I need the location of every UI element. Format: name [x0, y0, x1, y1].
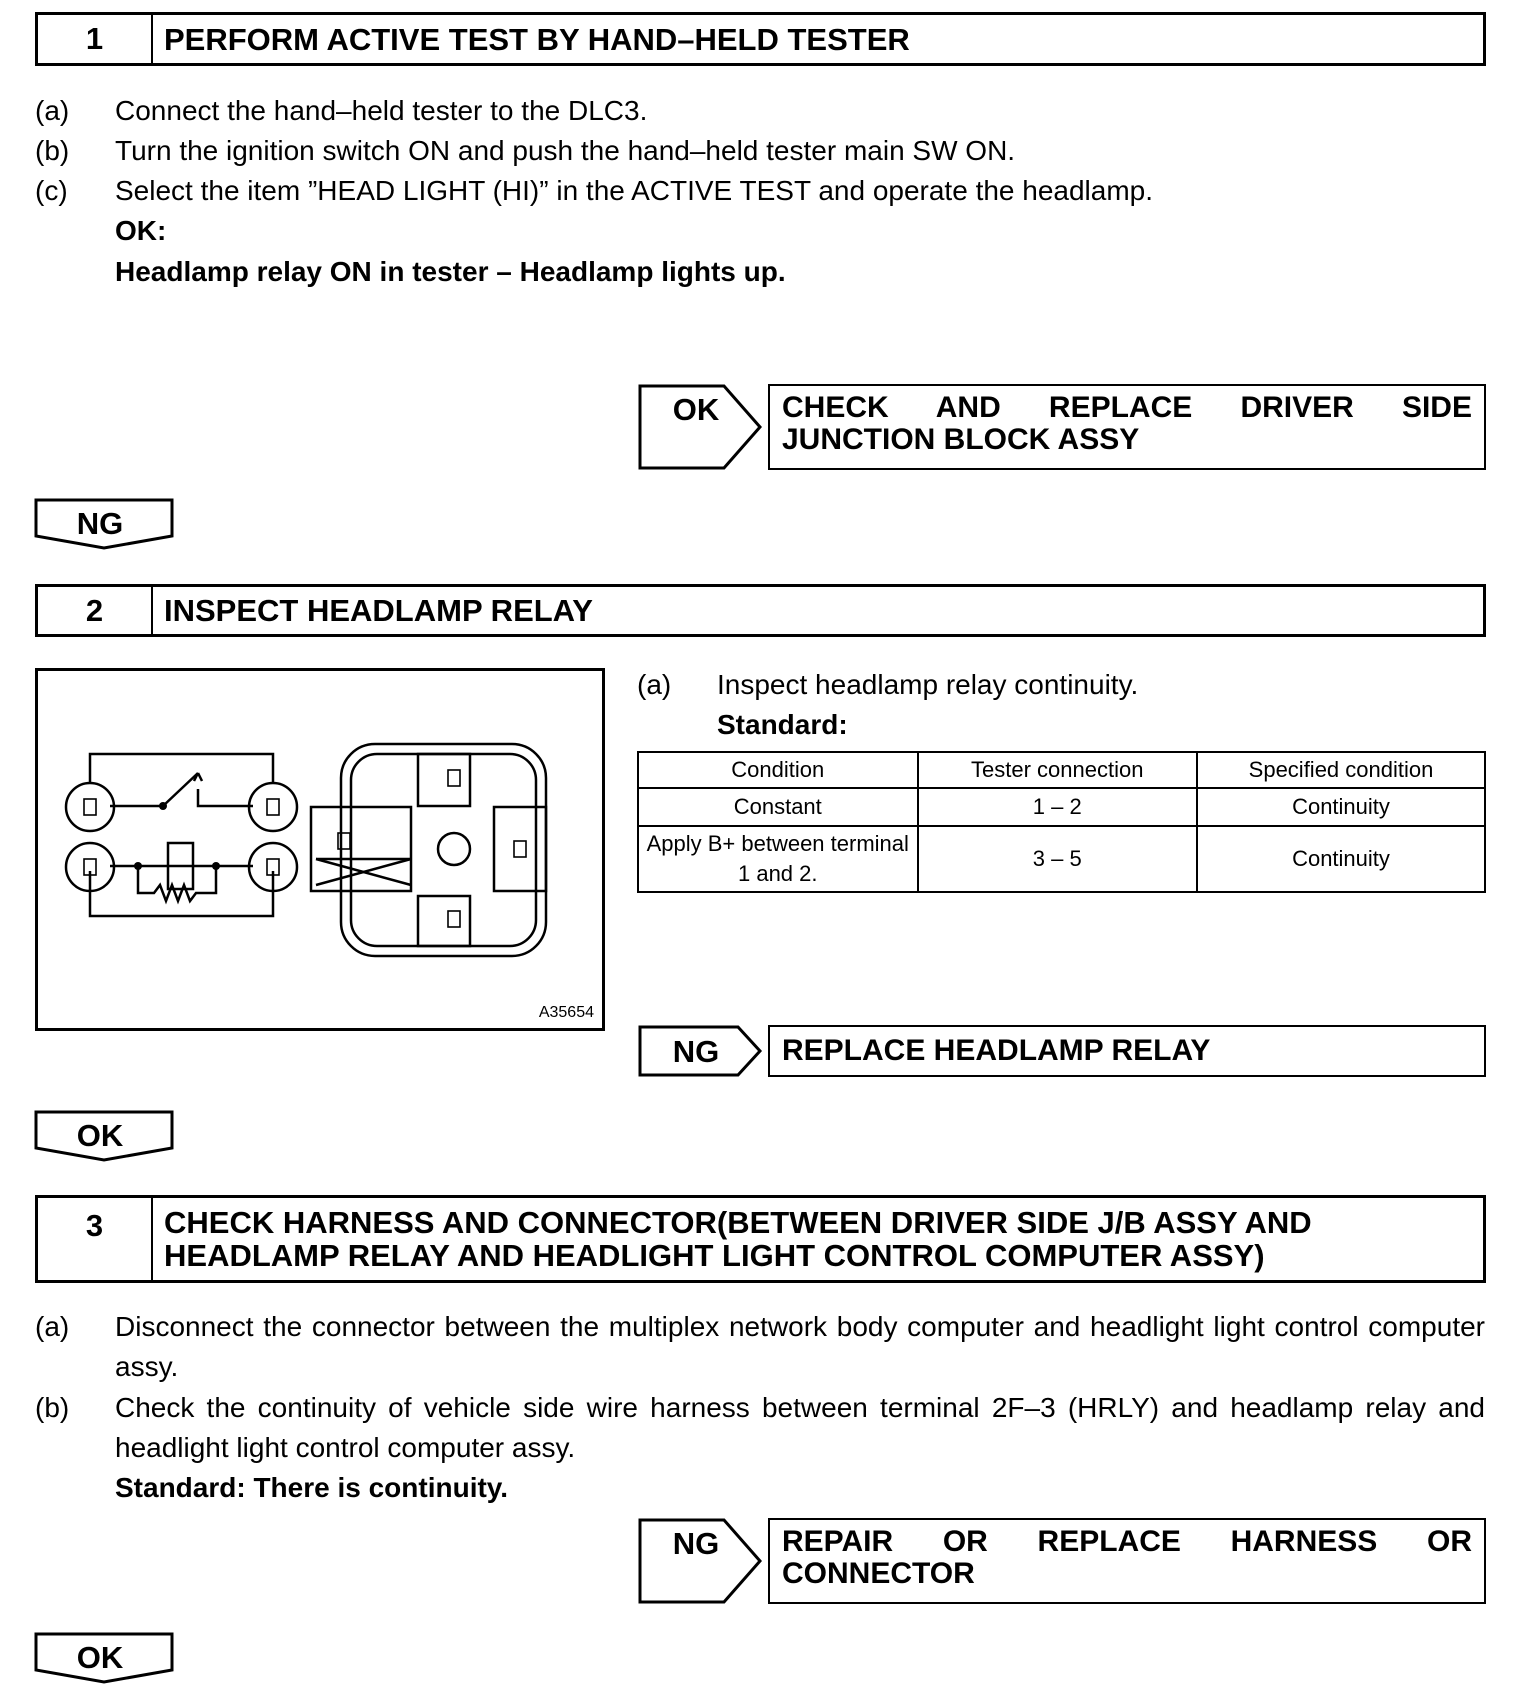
step-title: INSPECT HEADLAMP RELAY	[164, 593, 593, 628]
step-title	[164, 1198, 1473, 1280]
table-cell: Continuity	[1197, 788, 1485, 826]
step-3-header	[35, 1195, 1486, 1283]
ng-arrow-label: NG	[672, 1526, 720, 1561]
ok-arrow-tag	[638, 384, 764, 470]
relay-diagram	[35, 668, 605, 1031]
step-2-header	[35, 584, 1486, 637]
table-cell: Constant	[638, 788, 918, 826]
table-cell: Apply B+ between terminal 1 and 2.	[638, 826, 918, 892]
table-row	[638, 788, 1485, 826]
step-number: 1	[38, 15, 153, 63]
ng-arrow-tag	[638, 1518, 764, 1604]
item-label: (b)	[35, 135, 70, 166]
item-label: (b)	[35, 1392, 70, 1423]
result-text: REPLACE HEADLAMP RELAY	[782, 1034, 1211, 1067]
table-row	[638, 826, 1485, 892]
result-line-1: REPAIR OR REPLACE HARNESS OR	[782, 1525, 1472, 1558]
result-line-1: CHECK AND REPLACE DRIVER SIDE	[782, 391, 1472, 424]
ok-down-tag	[34, 1632, 174, 1684]
result-line-2: CONNECTOR	[782, 1557, 975, 1590]
ok-down-label: OK	[76, 1640, 124, 1675]
ng-arrow-tag	[638, 1025, 764, 1077]
relay-schematic	[38, 671, 602, 1028]
item-text: Disconnect the connector between the multiplex network body computer and headlight light control computer assy.	[115, 1311, 1485, 1382]
ok-down-label: OK	[76, 1118, 124, 1153]
step-1-header	[35, 12, 1486, 66]
table-cell: 3 – 5	[918, 826, 1198, 892]
item-label: (a)	[637, 669, 672, 700]
step-title-line-2: HEADLAMP RELAY AND HEADLIGHT LIGHT CONTROL COMPUTER ASSY)	[164, 1238, 1265, 1273]
ng-arrow-label: NG	[672, 1034, 720, 1069]
table-cell: 1 – 2	[918, 788, 1198, 826]
table-cell: Continuity	[1197, 826, 1485, 892]
item-text: Inspect headlamp relay continuity.	[717, 669, 1139, 700]
ok-result-box	[768, 384, 1486, 470]
ng-result-box	[768, 1518, 1486, 1604]
item-label: (a)	[35, 95, 70, 126]
ok-down-tag	[34, 1110, 174, 1162]
continuity-table	[637, 751, 1486, 893]
item-label: (a)	[35, 1311, 70, 1342]
result-line-2: JUNCTION BLOCK ASSY	[782, 423, 1140, 456]
table-header: Condition	[638, 752, 918, 788]
step-number: 3	[38, 1198, 153, 1280]
item-text: Select the item ”HEAD LIGHT (HI)” in the ACTIVE TEST and operate the headlamp.	[115, 175, 1154, 206]
item-text: Turn the ignition switch ON and push the hand–held tester main SW ON.	[115, 135, 1016, 166]
table-header: Specified condition	[1197, 752, 1485, 788]
step-title-line-1: CHECK HARNESS AND CONNECTOR(BETWEEN DRIVER SIDE J/B ASSY AND	[164, 1205, 1312, 1240]
ok-arrow-label: OK	[672, 392, 720, 427]
step-number: 2	[38, 587, 153, 634]
ng-down-label: NG	[76, 506, 124, 541]
step-title: PERFORM ACTIVE TEST BY HAND–HELD TESTER	[164, 21, 910, 57]
item-text: Connect the hand–held tester to the DLC3.	[115, 95, 648, 126]
item-text: Check the continuity of vehicle side wire harness between terminal 2F–3 (HRLY) and headlamp relay and headlight light control computer assy.	[115, 1392, 1485, 1463]
ng-result-box	[768, 1025, 1486, 1077]
ng-down-tag	[34, 498, 174, 550]
table-header-row	[638, 752, 1485, 788]
item-label: (c)	[35, 175, 68, 206]
figure-id: A35654	[538, 1004, 594, 1021]
table-header: Tester connection	[918, 752, 1198, 788]
